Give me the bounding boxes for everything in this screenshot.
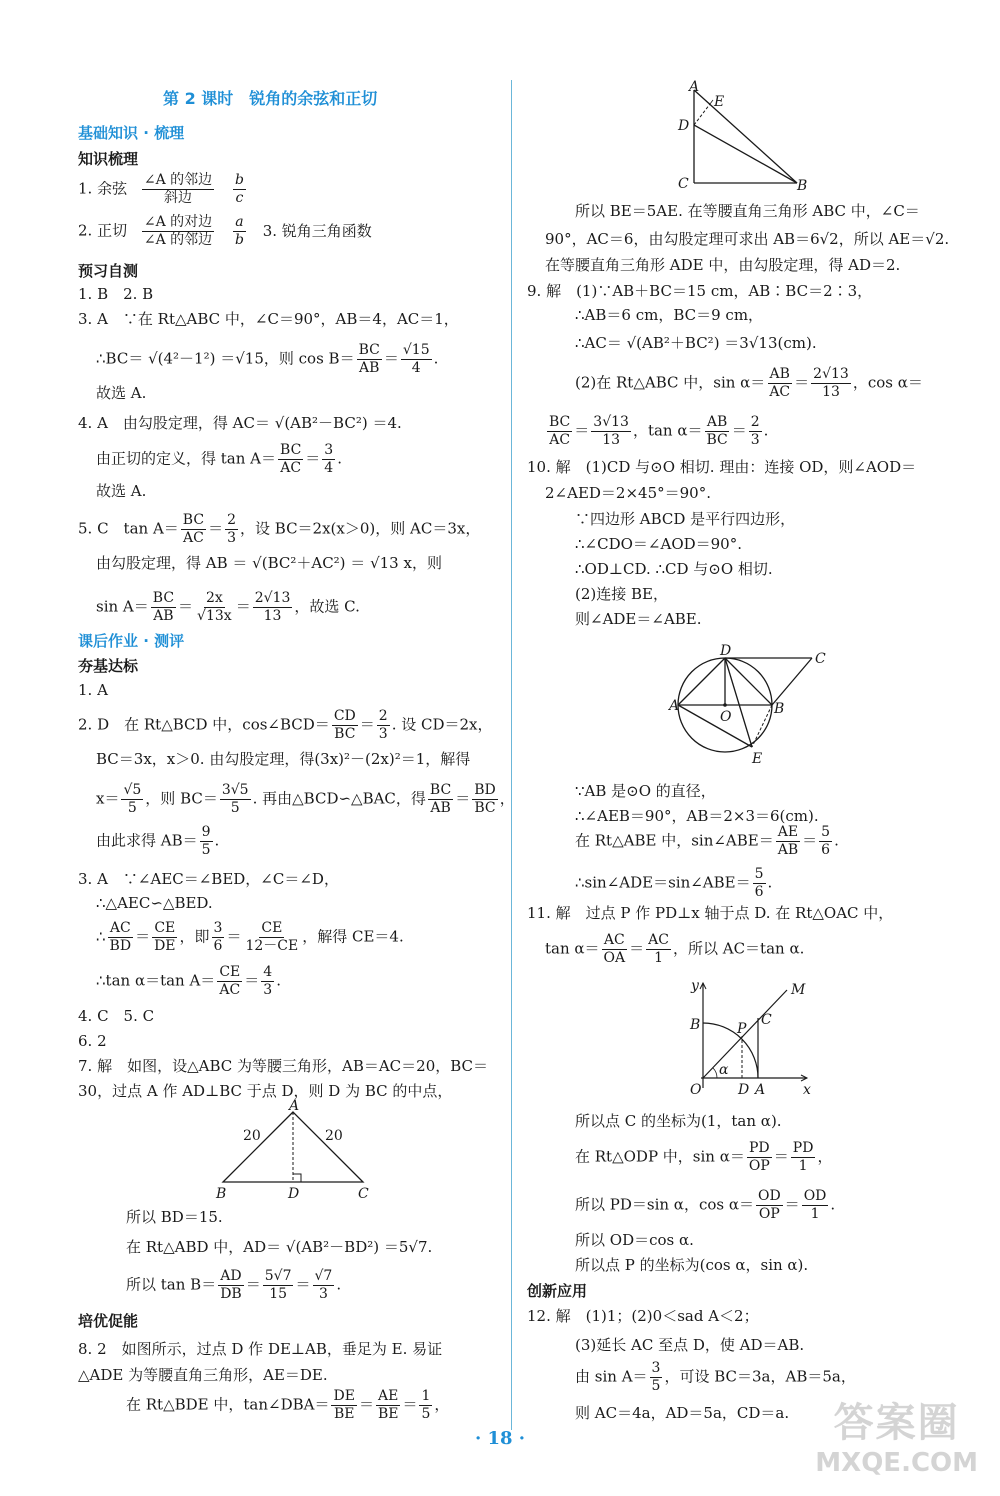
right-line-2: 90°，AC＝6，由勾股定理可求出 AB＝6√2，所以 AE＝√2. <box>545 230 950 248</box>
answer-12-line3: 由 sin A＝ $\frac{3}{5}$ ，可设 BC＝3a，AB＝5a， <box>575 1360 856 1394</box>
answer-1-2: 1. B 2. B <box>78 285 154 303</box>
label-C: C <box>678 176 689 192</box>
subheading-knowledge: 知识梳理 <box>78 150 139 168</box>
label-alpha: α <box>719 1062 729 1078</box>
homework-2-line4: 由此求得 AB＝ $\frac{9}{5}$ . <box>96 824 220 858</box>
label-E: E <box>752 751 763 767</box>
subheading-innovation: 创新应用 <box>527 1282 588 1300</box>
answer-5-line1: 5. C tan A＝ $\frac{BC}{AC}$ ＝ $\frac{2}{3}$ ，设 BC＝2x(x＞0)，则 AC＝3x， <box>78 512 481 546</box>
homework-3-line2: ∴△AEC∽△BED. <box>96 894 213 912</box>
label-A: A <box>669 698 680 714</box>
label-C: C <box>358 1186 369 1202</box>
answer-10-line3: ∵四边形 ABCD 是平行四边形， <box>575 510 796 528</box>
label-side-right: 20 <box>325 1128 343 1144</box>
answer-10-line10: 在 Rt△ABE 中，sin∠ABE＝ $\frac{AE}{AB}$ ＝ $\frac{5}{6}$ . <box>575 824 839 858</box>
answer-9-line2: ∴AB＝6 cm，BC＝9 cm， <box>575 306 764 324</box>
item-1: 1. 余弦 $\frac{\text{∠A 的邻边}}{\text{斜边}}$ $\frac{b}{c}$ <box>78 172 244 206</box>
homework-2-line1: 2. D 在 Rt△BCD 中，cos∠BCD＝ $\frac{CD}{BC}$ ＝ $\frac{2}{3}$ . 设 CD＝2x， <box>78 708 493 742</box>
answer-3-line2: ∴BC＝ √(4²－1²) ＝√15，则 cos B＝ $\frac{BC}{AB}$ ＝ $\frac{√15}{4}$ . <box>96 342 439 376</box>
homework-2-line3: x＝ $\frac{√5}{5}$ ，则 BC＝ $\frac{3√5}{5}$ . 再由△BCD∽△BAC，得 $\frac{BC}{AB}$ ＝ $\frac{BD}{BC}$ ， <box>96 782 515 816</box>
answer-11-line1: 11. 解 过点 P 作 PD⊥x 轴于点 D. 在 Rt△OAC 中， <box>527 904 894 922</box>
watermark-text: 答案圈 <box>833 1400 960 1446</box>
answer-11-line5: 所以 PD＝sin α，cos α＝ $\frac{OD}{OP}$ ＝ $\frac{OD}{1}$ . <box>575 1188 836 1222</box>
circle-parallelogram-figure <box>669 643 842 795</box>
unit-circle-figure <box>687 978 817 1100</box>
answer-12-line1: 12. 解 (1)1；(2)0＜sad A＜2； <box>527 1307 759 1325</box>
label-C: C <box>761 1012 772 1028</box>
homework-2-line2: BC＝3x，x＞0. 由勾股定理，得(3x)²－(2x)²＝1，解得 <box>96 750 471 768</box>
page-number: · 18 · <box>474 1428 526 1449</box>
homework-7-line2: 30，过点 A 作 AD⊥BC 于点 D，则 D 为 BC 的中点， <box>78 1082 453 1100</box>
label-M: M <box>791 982 806 998</box>
page-title: 第 2 课时 锐角的余弦和正切 <box>163 89 378 108</box>
answer-12-line2: (3)延长 AC 至点 D，使 AD＝AB. <box>575 1336 805 1354</box>
homework-8-line1: 8. 2 如图所示，过点 D 作 DE⊥AB，垂足为 E. 易证 <box>78 1340 443 1358</box>
subheading-preview: 预习自测 <box>78 262 139 280</box>
label-A: A <box>689 79 700 95</box>
answer-11-line3: 所以点 C 的坐标为(1，tan α). <box>575 1112 782 1130</box>
label-x: x <box>803 1082 811 1098</box>
answer-5-line3: sin A＝ $\frac{BC}{AB}$ ＝ $\frac{2x}{√13x}$ ＝ $\frac{2√13}{13}$ ，故选 C. <box>96 590 360 624</box>
right-line-1: 所以 BE＝5AE. 在等腰直角三角形 ABC 中，∠C＝ <box>575 202 920 220</box>
label-P: P <box>737 1021 747 1037</box>
homework-4-5: 4. C 5. C <box>78 1007 155 1025</box>
label-O: O <box>690 1082 702 1098</box>
homework-7-line5: 所以 tan B＝ $\frac{AD}{DB}$ ＝ $\frac{5√7}{15}$ ＝ $\frac{√7}{3}$ . <box>126 1268 342 1302</box>
homework-3-line1: 3. A ∵∠AEC＝∠BED，∠C＝∠D， <box>78 870 339 888</box>
homework-8-line2: △ADE 为等腰直角三角形，AE＝DE. <box>78 1366 328 1384</box>
homework-1: 1. A <box>78 681 108 699</box>
answer-10-line6: (2)连接 BE， <box>575 585 668 603</box>
label-B: B <box>690 1017 701 1033</box>
answer-3-line3: 故选 A. <box>96 384 147 402</box>
subheading-improvement: 培优促能 <box>78 1312 139 1330</box>
answer-10-line9: ∴∠AEB＝90°，AB＝2×3＝6(cm). <box>575 807 819 825</box>
isosceles-triangle-figure <box>208 1098 378 1202</box>
answer-12-line4: 则 AC＝4a，AD＝5a，CD＝a. <box>575 1404 790 1422</box>
answer-11-line4: 在 Rt△ODP 中，sin α＝ $\frac{PD}{OP}$ ＝ $\frac{PD}{1}$ ， <box>575 1140 833 1174</box>
answer-9-line5: $\frac{BC}{AC}$ ＝ $\frac{3√13}{13}$ ，tan α＝ $\frac{AB}{BC}$ ＝ $\frac{2}{3}$ . <box>549 414 769 448</box>
section-heading-basic: 基础知识 · 梳理 <box>78 124 185 142</box>
watermark <box>815 1391 978 1478</box>
label-C: C <box>815 651 826 667</box>
section-heading-homework: 课后作业 · 测评 <box>78 632 185 650</box>
label-y: y <box>691 978 699 994</box>
column-divider <box>511 80 512 1430</box>
label-B: B <box>774 701 785 717</box>
answer-10-line11: ∴sin∠ADE＝sin∠ABE＝ $\frac{5}{6}$ . <box>575 866 773 900</box>
answer-10-line7: 则∠ADE＝∠ABE. <box>575 610 702 628</box>
homework-6: 6. 2 <box>78 1032 107 1050</box>
answer-11-line6: 所以 OD＝cos α. <box>575 1231 694 1249</box>
answer-5-line2: 由勾股定理，得 AB ＝ √(BC²＋AC²) ＝ √13 x，则 <box>96 554 442 572</box>
homework-7-line1: 7. 解 如图，设△ABC 为等腰三角形，AB＝AC＝20，BC＝ <box>78 1057 489 1075</box>
answer-9-line1: 9. 解 (1)∵AB＋BC＝15 cm，AB∶BC＝2∶3， <box>527 282 873 300</box>
label-side-left: 20 <box>243 1128 261 1144</box>
answer-10-line4: ∴∠CDO＝∠AOD＝90°. <box>575 535 742 553</box>
homework-8-line3: 在 Rt△BDE 中，tan∠DBA＝ $\frac{DE}{BE}$ ＝ $\frac{AE}{BE}$ ＝ $\frac{1}{5}$ ， <box>126 1388 450 1422</box>
answer-10-line8: ∵AB 是⊙O 的直径， <box>575 782 716 800</box>
answer-4-line1: 4. A 由勾股定理，得 AC＝ √(AB²－BC²) ＝4. <box>78 414 402 432</box>
answer-9-line3: ∴AC＝ √(AB²＋BC²) ＝3√13(cm). <box>575 334 817 352</box>
answer-9-line4: (2)在 Rt△ABC 中，sin α＝ $\frac{AB}{AC}$ ＝ $\frac{2√13}{13}$ ，cos α＝ <box>575 366 923 400</box>
answer-10-line5: ∴OD⊥CD. ∴CD 与⊙O 相切. <box>575 560 773 578</box>
label-B: B <box>216 1186 227 1202</box>
label-E: E <box>714 94 725 110</box>
homework-7-line3: 所以 BD＝15. <box>126 1208 223 1226</box>
label-D: D <box>720 643 732 659</box>
right-line-3: 在等腰直角三角形 ADE 中，由勾股定理，得 AD＝2. <box>545 256 901 274</box>
answer-10-line2: 2∠AED＝2×45°＝90°. <box>545 484 711 502</box>
homework-3-line3: ∴ $\frac{AC}{BD}$ ＝ $\frac{CE}{DE}$ ，即 $\frac{3}{6}$ ＝ $\frac{CE}{12-CE}$ ，解得 CE＝4. <box>96 920 404 954</box>
homework-7-line4: 在 Rt△ABD 中，AD＝ √(AB²－BD²) ＝5√7. <box>126 1238 433 1256</box>
label-D: D <box>678 118 690 134</box>
right-triangle-figure <box>672 80 812 192</box>
answer-4-line3: 故选 A. <box>96 482 147 500</box>
label-O: O <box>720 709 732 725</box>
subheading-basic-drills: 夯基达标 <box>78 657 139 675</box>
label-A: A <box>289 1098 300 1114</box>
label-D: D <box>288 1186 300 1202</box>
label-B: B <box>797 178 808 194</box>
answer-11-line7: 所以点 P 的坐标为(cos α，sin α). <box>575 1256 809 1274</box>
watermark-url: MXQE.COM <box>815 1448 978 1478</box>
answer-4-line2: 由正切的定义，得 tan A＝ $\frac{BC}{AC}$ ＝ $\frac{3}{4}$ . <box>96 442 342 476</box>
label-D: D <box>738 1082 750 1098</box>
answer-3-line1: 3. A ∵在 Rt△ABC 中，∠C＝90°，AB＝4，AC＝1， <box>78 310 459 328</box>
item-2: 2. 正切 $\frac{\text{∠A 的对边}}{\text{∠A 的邻边}}$ $\frac{a}{b}$ 3. 锐角三角函数 <box>78 214 372 248</box>
answer-11-line2: tan α＝ $\frac{AC}{OA}$ ＝ $\frac{AC}{1}$ ，所以 AC＝tan α. <box>545 932 805 966</box>
answer-10-line1: 10. 解 (1)CD 与⊙O 相切. 理由：连接 OD，则∠AOD＝ <box>527 458 917 476</box>
homework-3-line4: ∴tan α＝tan A＝ $\frac{CE}{AC}$ ＝ $\frac{4}{3}$ . <box>96 964 281 998</box>
label-A: A <box>755 1082 766 1098</box>
